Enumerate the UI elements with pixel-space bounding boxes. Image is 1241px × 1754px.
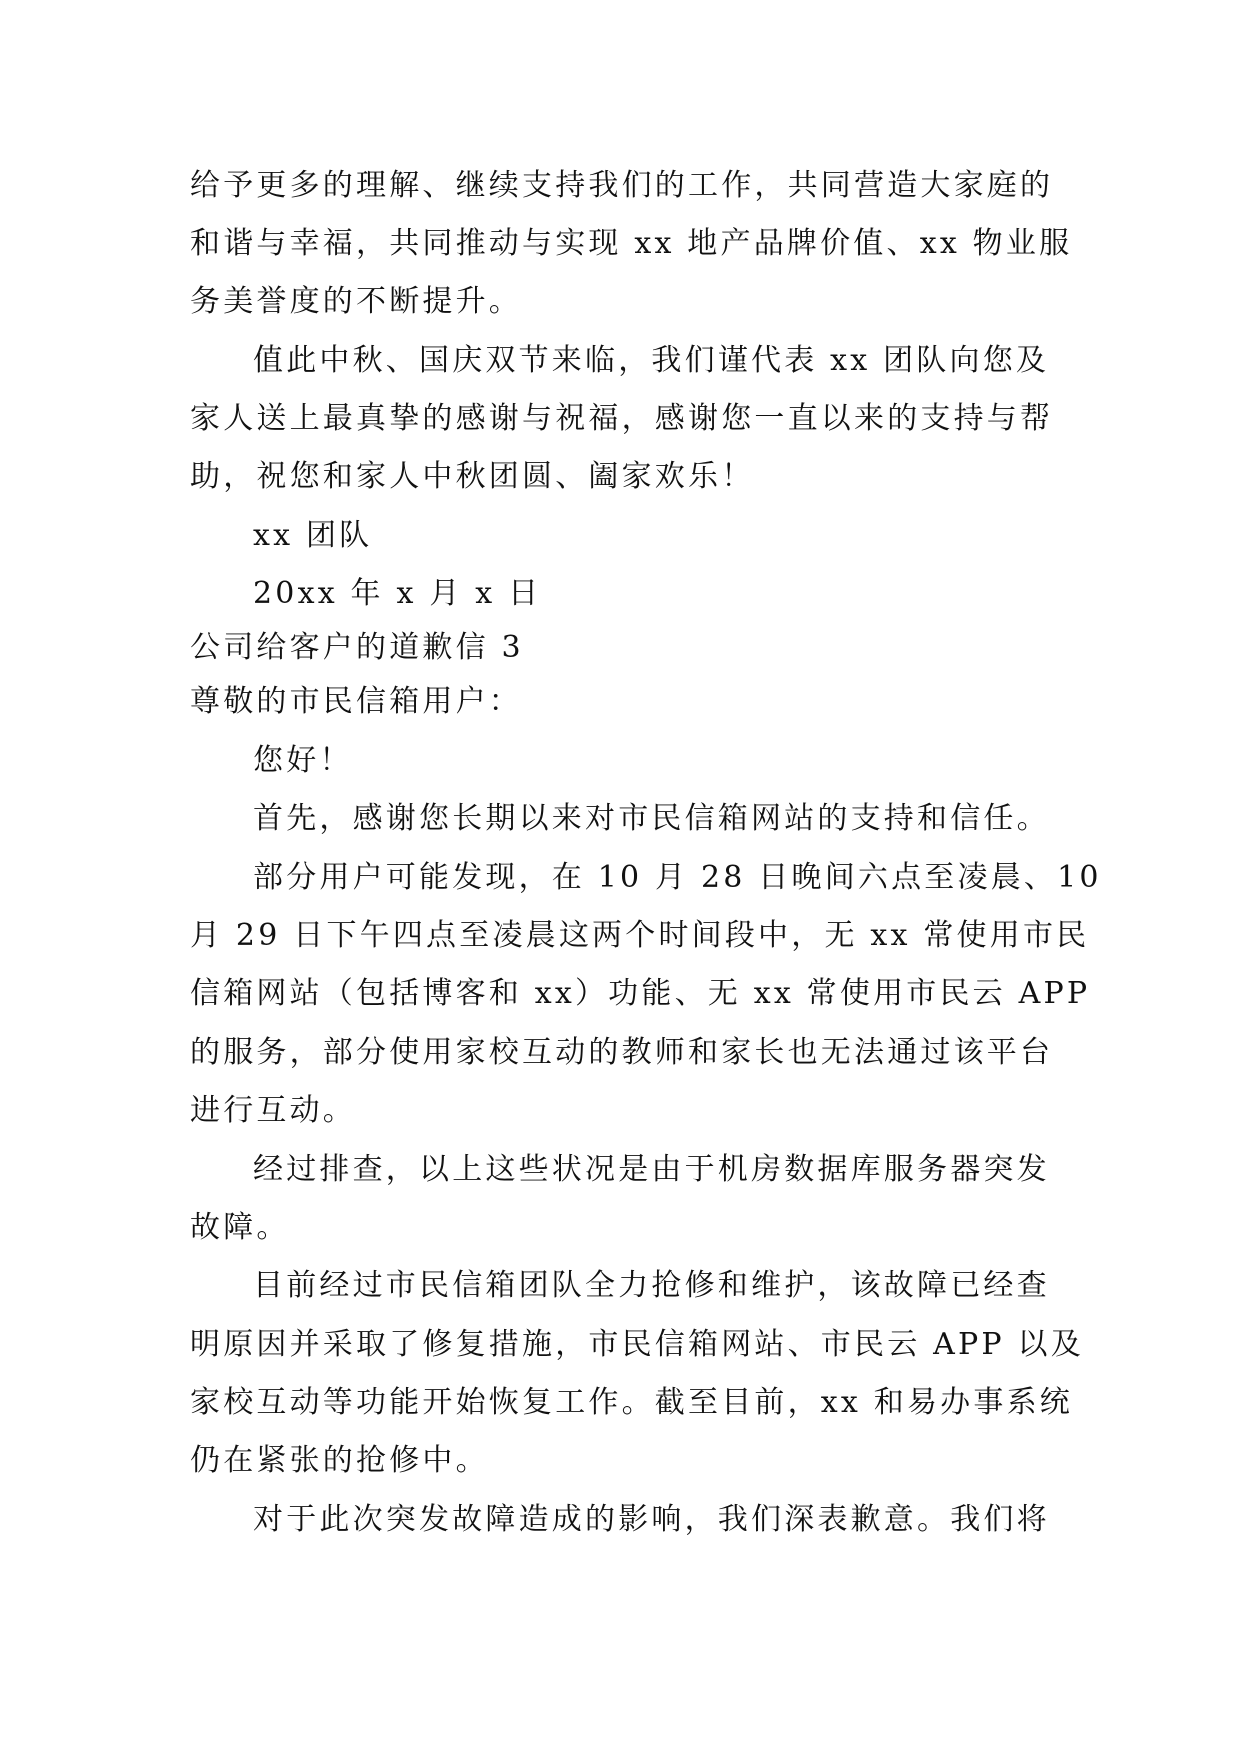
text-line: 进行互动。 [190, 1093, 356, 1128]
text-line: 助，祝您和家人中秋团圆、阖家欢乐！ [190, 459, 755, 494]
text-line: 和谐与幸福，共同推动与实现 xx 地产品牌价值、xx 物业服 [190, 226, 1073, 261]
text-line: 目前经过市民信箱团队全力抢修和维护，该故障已经查 [253, 1268, 1050, 1303]
section-title: 公司给客户的道歉信 3 [190, 630, 524, 665]
text-line: 对于此次突发故障造成的影响，我们深表歉意。我们将 [253, 1502, 1050, 1537]
text-line: 首先，感谢您长期以来对市民信箱网站的支持和信任。 [253, 801, 1050, 836]
text-line: 月 29 日下午四点至凌晨这两个时间段中，无 xx 常使用市民 [190, 918, 1090, 953]
signature-team: xx 团队 [253, 518, 373, 553]
text-line: 明原因并采取了修复措施，市民信箱网站、市民云 APP 以及 [190, 1327, 1084, 1362]
text-line: 务美誉度的不断提升。 [190, 284, 522, 319]
text-line: 给予更多的理解、继续支持我们的工作，共同营造大家庭的 [190, 168, 1054, 203]
greeting: 您好！ [253, 743, 353, 778]
text-line: 经过排查，以上这些状况是由于机房数据库服务器突发 [253, 1152, 1050, 1187]
salutation: 尊敬的市民信箱用户： [190, 684, 522, 719]
text-line: 部分用户可能发现，在 10 月 28 日晚间六点至凌晨、10 [253, 860, 1102, 895]
text-line: 信箱网站（包括博客和 xx）功能、无 xx 常使用市民云 APP [190, 976, 1091, 1011]
text-line: 仍在紧张的抢修中。 [190, 1443, 489, 1478]
signature-date: 20xx 年 x 月 x 日 [253, 576, 542, 611]
text-line: 故障。 [190, 1210, 290, 1245]
text-line: 值此中秋、国庆双节来临，我们谨代表 xx 团队向您及 [253, 343, 1050, 378]
text-line: 家人送上最真挚的感谢与祝福，感谢您一直以来的支持与帮 [190, 401, 1054, 436]
text-line: 的服务，部分使用家校互动的教师和家长也无法通过该平台 [190, 1035, 1054, 1070]
text-line: 家校互动等功能开始恢复工作。截至目前，xx 和易办事系统 [190, 1385, 1073, 1420]
